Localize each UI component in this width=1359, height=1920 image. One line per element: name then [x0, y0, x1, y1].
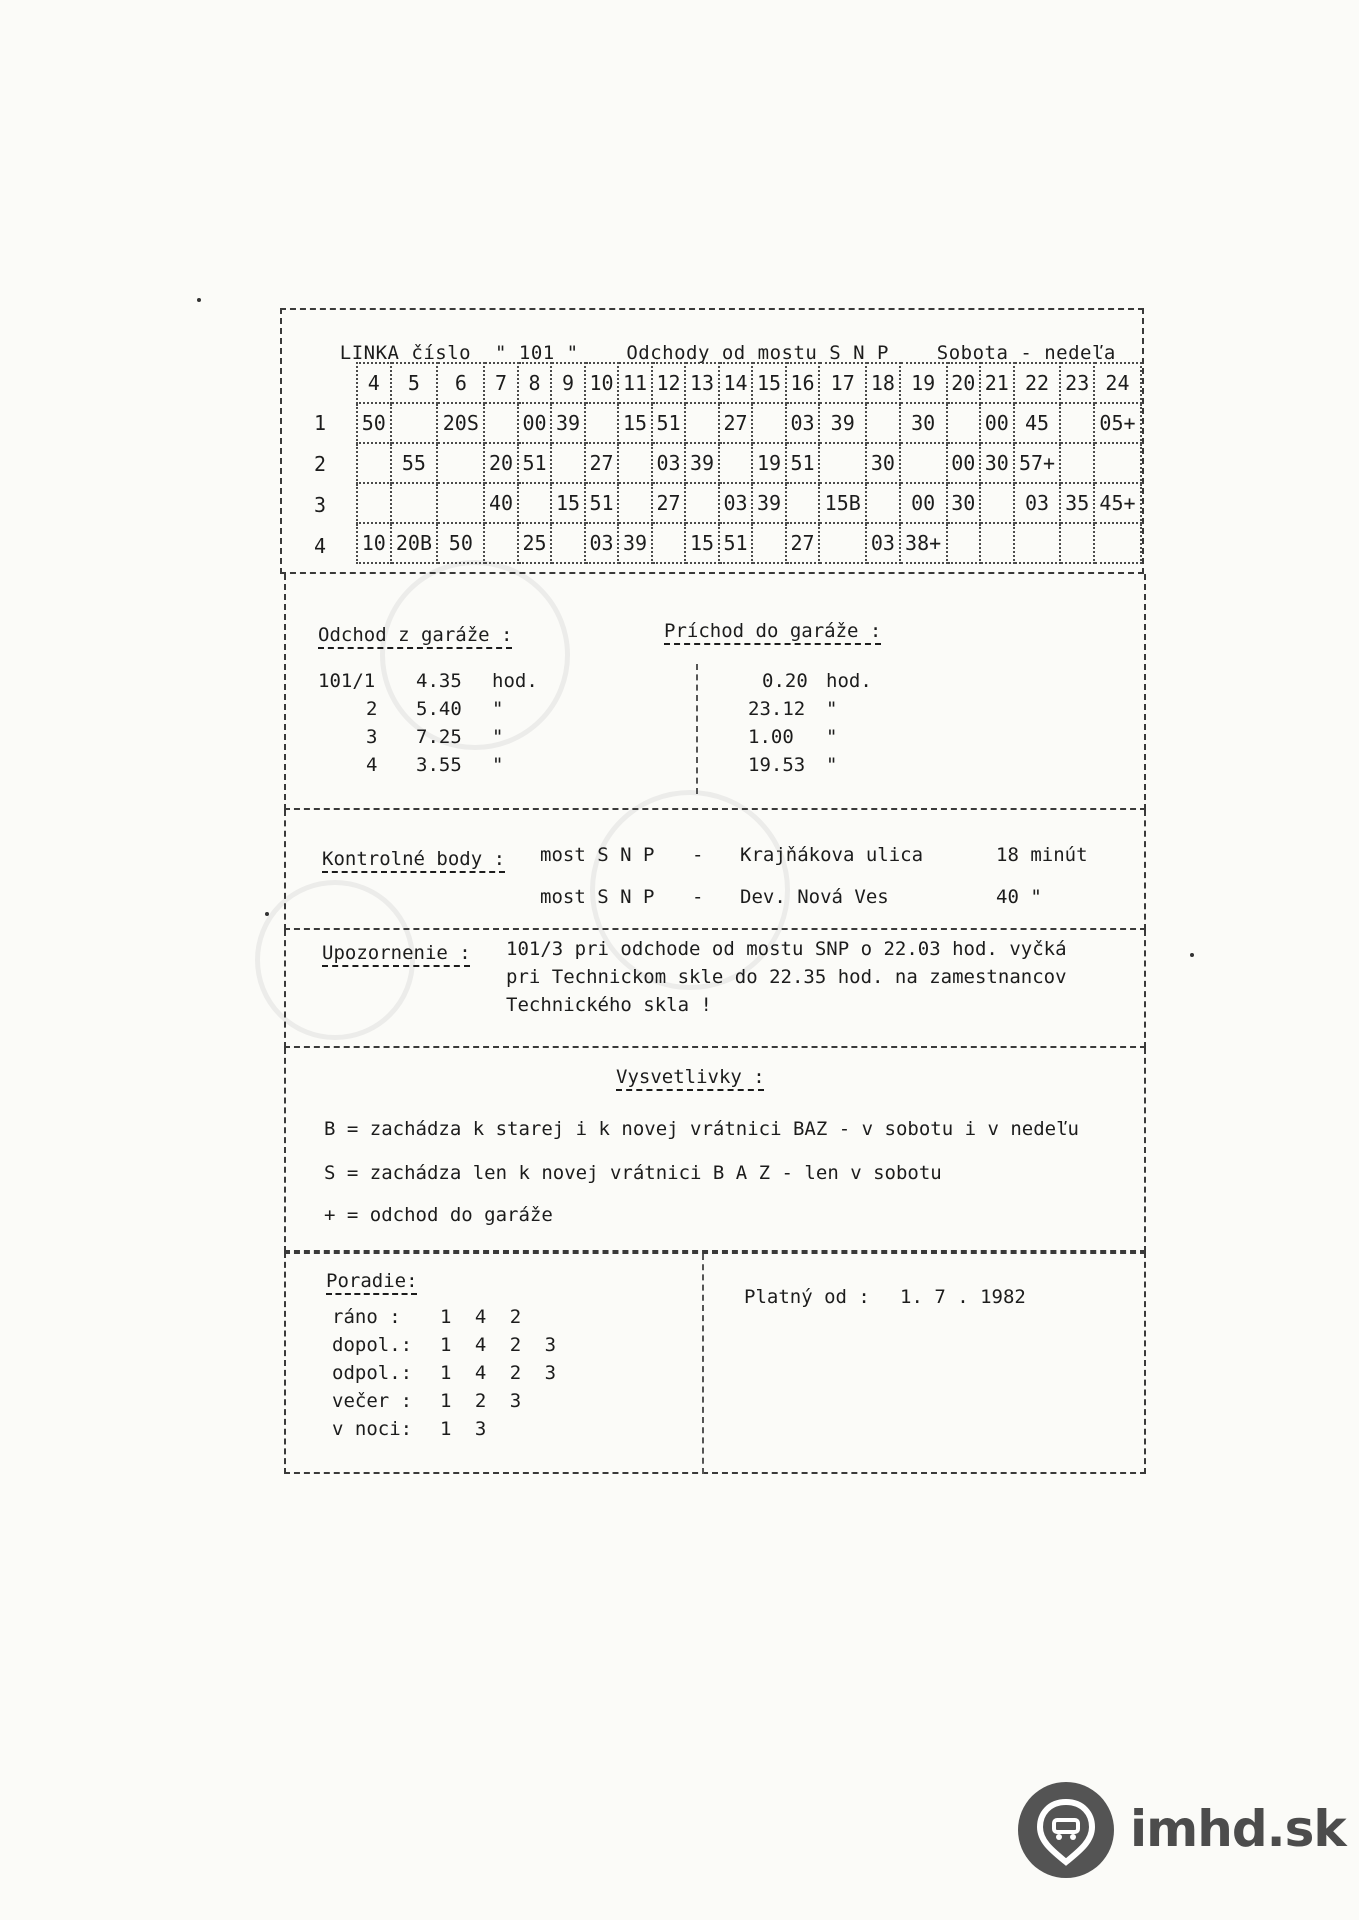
- departure-cell: [685, 483, 719, 523]
- departure-cell: [1060, 443, 1094, 483]
- notice-title: Upozornenie :: [322, 942, 471, 964]
- departure-cell: [866, 403, 900, 443]
- departure-cell: [980, 483, 1014, 523]
- order-title: Poradie:: [326, 1270, 418, 1292]
- departure-cell: 10: [357, 523, 391, 563]
- course-row: [357, 523, 1141, 563]
- departure-title: Odchod z garáže :: [318, 624, 513, 646]
- departure-cell: 27: [585, 443, 619, 483]
- departure-cell: [391, 483, 438, 523]
- order-label: v noci:: [332, 1418, 413, 1440]
- departure-cell: 39: [819, 403, 866, 443]
- order-values: 1 3: [440, 1418, 493, 1440]
- departure-cell: [357, 443, 391, 483]
- control-dash: -: [692, 844, 704, 866]
- departure-cell: [551, 443, 585, 483]
- hour-cell: 5: [391, 363, 438, 403]
- departure-cell: [551, 523, 585, 563]
- hour-cell: 19: [900, 363, 947, 403]
- hours-row: [357, 363, 1141, 403]
- brand-logo[interactable]: [1018, 1782, 1346, 1882]
- departure-cell: [752, 523, 786, 563]
- hour-cell: 15: [752, 363, 786, 403]
- hour-cell: 4: [357, 363, 391, 403]
- garage-course-id: 101/1: [318, 670, 376, 692]
- departure-cell: [752, 403, 786, 443]
- departure-cell: [484, 403, 518, 443]
- departure-cell: 45: [1014, 403, 1061, 443]
- departure-cell: 30: [980, 443, 1014, 483]
- departure-cell: [1094, 523, 1141, 563]
- hour-cell: 20: [947, 363, 981, 403]
- garage-unit: ": [826, 754, 838, 776]
- garage-course-id: 2: [366, 698, 378, 720]
- garage-unit: ": [826, 726, 838, 748]
- departure-cell: [685, 403, 719, 443]
- hour-cell: 11: [618, 363, 652, 403]
- departure-cell: 00: [947, 443, 981, 483]
- notice-line: pri Technickom skle do 22.35 hod. na zamestnancov: [506, 966, 1067, 988]
- departure-cell: 15B: [819, 483, 866, 523]
- departure-cell: [391, 403, 438, 443]
- hour-cell: 13: [685, 363, 719, 403]
- hour-cell: 16: [786, 363, 820, 403]
- departure-cell: 39: [618, 523, 652, 563]
- departure-cell: [1094, 443, 1141, 483]
- legend-line: S = zachádza len k novej vrátnici B A Z - len v sobotu: [324, 1162, 942, 1184]
- brand-icon: [1018, 1782, 1114, 1878]
- legend-line: + = odchod do garáže: [324, 1204, 553, 1226]
- control-to: Krajňákova ulica: [740, 844, 924, 866]
- departure-cell: [719, 443, 753, 483]
- departure-cell: 03: [719, 483, 753, 523]
- departure-cell: 55: [391, 443, 438, 483]
- arrival-title: Príchod do garáže :: [664, 620, 882, 642]
- departure-cell: [900, 443, 947, 483]
- control-value: 18 minút: [996, 844, 1088, 866]
- departure-cell: [980, 523, 1014, 563]
- departure-cell: [618, 443, 652, 483]
- departure-cell: [437, 443, 484, 483]
- departure-cell: 15: [685, 523, 719, 563]
- speck: [265, 912, 269, 916]
- departure-cell: [437, 483, 484, 523]
- departure-cell: [618, 483, 652, 523]
- departure-cell: 39: [685, 443, 719, 483]
- departure-cell: [947, 523, 981, 563]
- validity-date: 1. 7 . 1982: [900, 1286, 1026, 1308]
- order-label: večer :: [332, 1390, 413, 1412]
- control-section: [284, 810, 1146, 930]
- garage-section: [284, 574, 1146, 810]
- departure-cell: 27: [786, 523, 820, 563]
- speck: [197, 298, 201, 302]
- departure-cell: 51: [585, 483, 619, 523]
- departure-cell: [484, 523, 518, 563]
- control-from: most S N P: [540, 844, 655, 866]
- garage-departure-time: 7.25: [416, 726, 462, 748]
- direction: Odchody od mostu S N P: [626, 342, 890, 364]
- course-label: 3: [314, 493, 327, 517]
- departure-cell: 27: [652, 483, 686, 523]
- departure-cell: 15: [618, 403, 652, 443]
- garage-departure-time: 5.40: [416, 698, 462, 720]
- departure-cell: 51: [786, 443, 820, 483]
- departure-cell: 20: [484, 443, 518, 483]
- departure-cell: [786, 483, 820, 523]
- order-values: 1 4 2 3: [440, 1362, 563, 1384]
- timetable-grid: [356, 362, 1142, 564]
- departure-cell: 45+: [1094, 483, 1141, 523]
- hour-cell: 9: [551, 363, 585, 403]
- departure-cell: 03: [585, 523, 619, 563]
- departure-cell: 50: [357, 403, 391, 443]
- hour-cell: 24: [1094, 363, 1141, 403]
- notice-line: Technického skla !: [506, 994, 712, 1016]
- departure-cell: 39: [551, 403, 585, 443]
- garage-course-id: 3: [366, 726, 378, 748]
- garage-departure-time: 4.35: [416, 670, 462, 692]
- departure-cell: 03: [1014, 483, 1061, 523]
- departure-cell: 50: [437, 523, 484, 563]
- divider: [702, 1254, 704, 1474]
- departure-cell: 03: [652, 443, 686, 483]
- garage-unit: hod.: [492, 670, 538, 692]
- control-title: Kontrolné body :: [322, 848, 506, 870]
- departure-cell: 19: [752, 443, 786, 483]
- garage-unit: ": [492, 698, 504, 720]
- garage-unit: ": [492, 754, 504, 776]
- departure-cell: 39: [752, 483, 786, 523]
- departure-cell: 20B: [391, 523, 438, 563]
- departure-cell: 30: [947, 483, 981, 523]
- order-values: 1 4 2: [440, 1306, 528, 1328]
- departure-cell: [866, 483, 900, 523]
- legend-title: Vysvetlivky :: [616, 1066, 765, 1088]
- course-row: [357, 483, 1141, 523]
- departure-cell: 27: [719, 403, 753, 443]
- hour-cell: 23: [1060, 363, 1094, 403]
- departure-cell: 15: [551, 483, 585, 523]
- speck: [1190, 953, 1194, 957]
- departure-cell: [585, 403, 619, 443]
- departure-cell: [652, 523, 686, 563]
- timetable: [280, 308, 1144, 574]
- line-number: " 101 ": [495, 342, 579, 364]
- garage-arrival-time: 0.20: [762, 670, 808, 692]
- order-section: [284, 1252, 1146, 1474]
- course-row: [357, 403, 1141, 443]
- departure-cell: [1060, 403, 1094, 443]
- garage-arrival-time: 1.00: [748, 726, 794, 748]
- control-value: 40 ": [996, 886, 1042, 908]
- departure-cell: 30: [900, 403, 947, 443]
- order-label: dopol.:: [332, 1334, 413, 1356]
- hour-cell: 22: [1014, 363, 1061, 403]
- hour-cell: 8: [518, 363, 552, 403]
- hour-cell: 7: [484, 363, 518, 403]
- departure-cell: 40: [484, 483, 518, 523]
- departure-cell: 03: [866, 523, 900, 563]
- hour-cell: 21: [980, 363, 1014, 403]
- departure-cell: 38+: [900, 523, 947, 563]
- departure-cell: 35: [1060, 483, 1094, 523]
- order-label: odpol.:: [332, 1362, 413, 1384]
- departure-cell: 51: [719, 523, 753, 563]
- control-dash: -: [692, 886, 704, 908]
- departure-cell: 20S: [437, 403, 484, 443]
- hour-cell: 14: [719, 363, 753, 403]
- order-label: ráno :: [332, 1306, 401, 1328]
- hour-cell: 10: [585, 363, 619, 403]
- departure-cell: [1060, 523, 1094, 563]
- course-row: [357, 443, 1141, 483]
- departure-cell: [357, 483, 391, 523]
- departure-cell: 51: [518, 443, 552, 483]
- legend-line: B = zachádza k starej i k novej vrátnici BAZ - v sobotu i v nedeľu: [324, 1118, 1079, 1140]
- hour-cell: 17: [819, 363, 866, 403]
- days: Sobota - nedeľa: [936, 342, 1116, 364]
- notice-line: 101/3 pri odchode od mostu SNP o 22.03 hod. vyčká: [506, 938, 1067, 960]
- divider: [696, 664, 698, 794]
- notice-section: [284, 930, 1146, 1048]
- hour-cell: 18: [866, 363, 900, 403]
- departure-cell: 25: [518, 523, 552, 563]
- garage-arrival-time: 23.12: [748, 698, 806, 720]
- course-label: 1: [314, 411, 327, 435]
- garage-unit: ": [826, 698, 838, 720]
- course-label: 4: [314, 534, 327, 558]
- departure-cell: [819, 523, 866, 563]
- brand-name: imhd.sk: [1130, 1800, 1346, 1858]
- departure-cell: 00: [900, 483, 947, 523]
- garage-unit: ": [492, 726, 504, 748]
- garage-unit: hod.: [826, 670, 872, 692]
- line-label: LINKA číslo: [339, 342, 472, 364]
- departure-cell: [518, 483, 552, 523]
- hour-cell: 6: [437, 363, 484, 403]
- departure-cell: 05+: [1094, 403, 1141, 443]
- departure-cell: 03: [786, 403, 820, 443]
- hour-cell: 12: [652, 363, 686, 403]
- legend-section: [284, 1048, 1146, 1252]
- garage-course-id: 4: [366, 754, 378, 776]
- departure-cell: [819, 443, 866, 483]
- departure-cell: 00: [518, 403, 552, 443]
- order-values: 1 4 2 3: [440, 1334, 563, 1356]
- departure-cell: 51: [652, 403, 686, 443]
- departure-cell: 57+: [1014, 443, 1061, 483]
- garage-arrival-time: 19.53: [748, 754, 806, 776]
- control-from: most S N P: [540, 886, 655, 908]
- validity-label: Platný od :: [744, 1286, 870, 1308]
- departure-cell: [1014, 523, 1061, 563]
- control-to: Dev. Nová Ves: [740, 886, 889, 908]
- garage-departure-time: 3.55: [416, 754, 462, 776]
- departure-cell: 00: [980, 403, 1014, 443]
- order-values: 1 2 3: [440, 1390, 528, 1412]
- departure-cell: [947, 403, 981, 443]
- course-label: 2: [314, 452, 327, 476]
- departure-cell: 30: [866, 443, 900, 483]
